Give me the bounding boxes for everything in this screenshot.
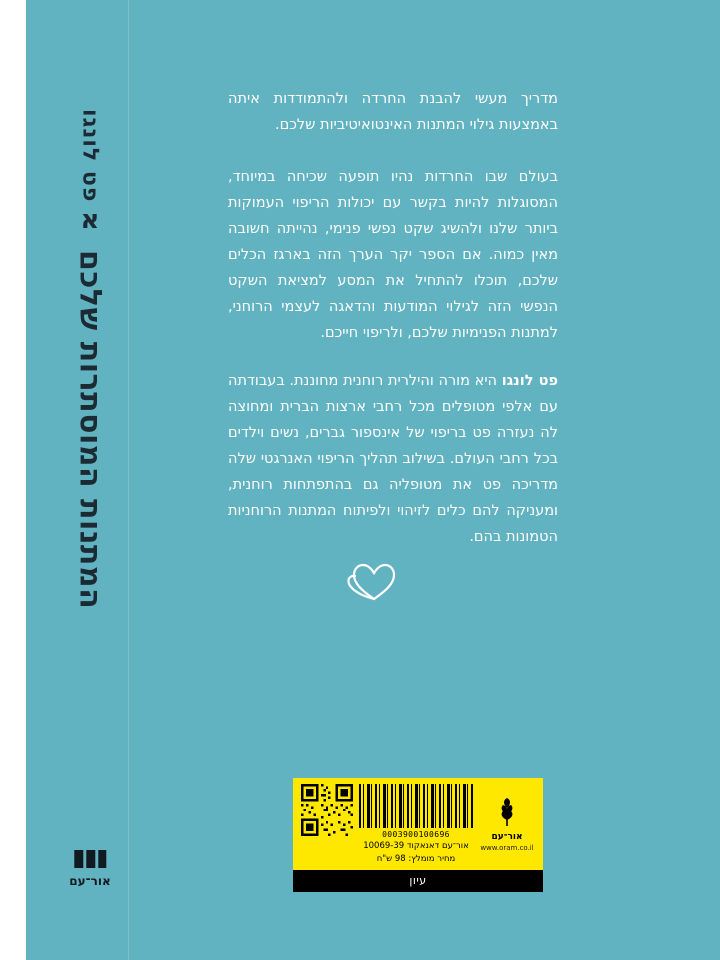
- spine-inner: [52, 0, 128, 960]
- blurb-author-name: פט לונגו: [501, 373, 558, 389]
- or-am-logo-icon: [69, 848, 110, 870]
- heart-ornament: [26, 556, 720, 606]
- spine-divider: א: [80, 205, 100, 235]
- page-left-margin: [0, 0, 26, 960]
- spine-publisher-logo: [69, 848, 110, 888]
- barcode-label: [293, 778, 543, 870]
- barcode-publisher-url: www.oram.co.il: [480, 844, 534, 853]
- barcode-block: [293, 778, 543, 892]
- barcode-digits: 0003900100696: [382, 830, 450, 839]
- wheat-logo-icon: [494, 797, 520, 831]
- heart-doodle-icon: [343, 556, 403, 606]
- qr-code-icon: [301, 784, 353, 836]
- barcode-publisher-name: אור־עם: [491, 832, 523, 843]
- barcode-category: עיון: [293, 870, 543, 892]
- blurb-paragraph-2: [228, 368, 558, 550]
- barcode-meta-line-1: אור־עם דאנאקוד 10069-39: [363, 841, 469, 851]
- blurb-paragraph-1: בעולם שבו החרדות נהיו תופעה שכיחה במיוחד, המסוגלות להיות בקשר עם יכולות הריפוי העמוקות ביותר שלנו ולהשיג שקט נפשי פנימי, נהייתה חשובה מאין כמוה. אם הספר יקר הערך הזה בארגז הכלים שלכם, תוכלו להתחיל את המסע למציאת השקט הנפשי הזה לגילוי המודעות והדאגה לעצמי הרוחני, למתנות הפנימיות שלכם, ולריפוי חייכם.: [228, 169, 558, 341]
- barcode-lines-icon: [359, 784, 473, 828]
- barcode-center: [359, 784, 473, 866]
- spine-title: המתנות המוסתרות שלכם: [72, 250, 108, 610]
- cover-body: [26, 0, 720, 960]
- spine-author: פט לונגו: [77, 108, 103, 202]
- barcode-meta-line-2: מחיר מומלץ: 98 ש"ח: [376, 854, 456, 865]
- blurb-lead: מדריך מעשי להבנת החרדה ולהתמודדות איתה באמצעות גילוי המתנות האינטואיטיביות שלכם.: [228, 91, 558, 133]
- blurb-paragraph-2-rest: היא מורה והילרית רוחנית מחוננת. בעבודתה עם אלפי מטופלים מכל רחבי ארצות הברית ומחוצה לה נעזרה פט בריפוי של אינספור גברים, נשים וילדים בכל רחבי העולם. בשילוב תהליך הריפוי האנרגטי שלה מדריכה פט את מטופליה גם בהתפתחות רוחנית, ומעניקה להם כלים לזיהוי ולפיתוח המתנות הרוחניות הטמונות בהם.: [228, 373, 558, 545]
- book-spine: [52, 0, 129, 960]
- back-cover-blurb: [228, 86, 558, 550]
- barcode-publisher-mark: [479, 784, 535, 866]
- spine-publisher-name: אור־עם: [69, 874, 111, 888]
